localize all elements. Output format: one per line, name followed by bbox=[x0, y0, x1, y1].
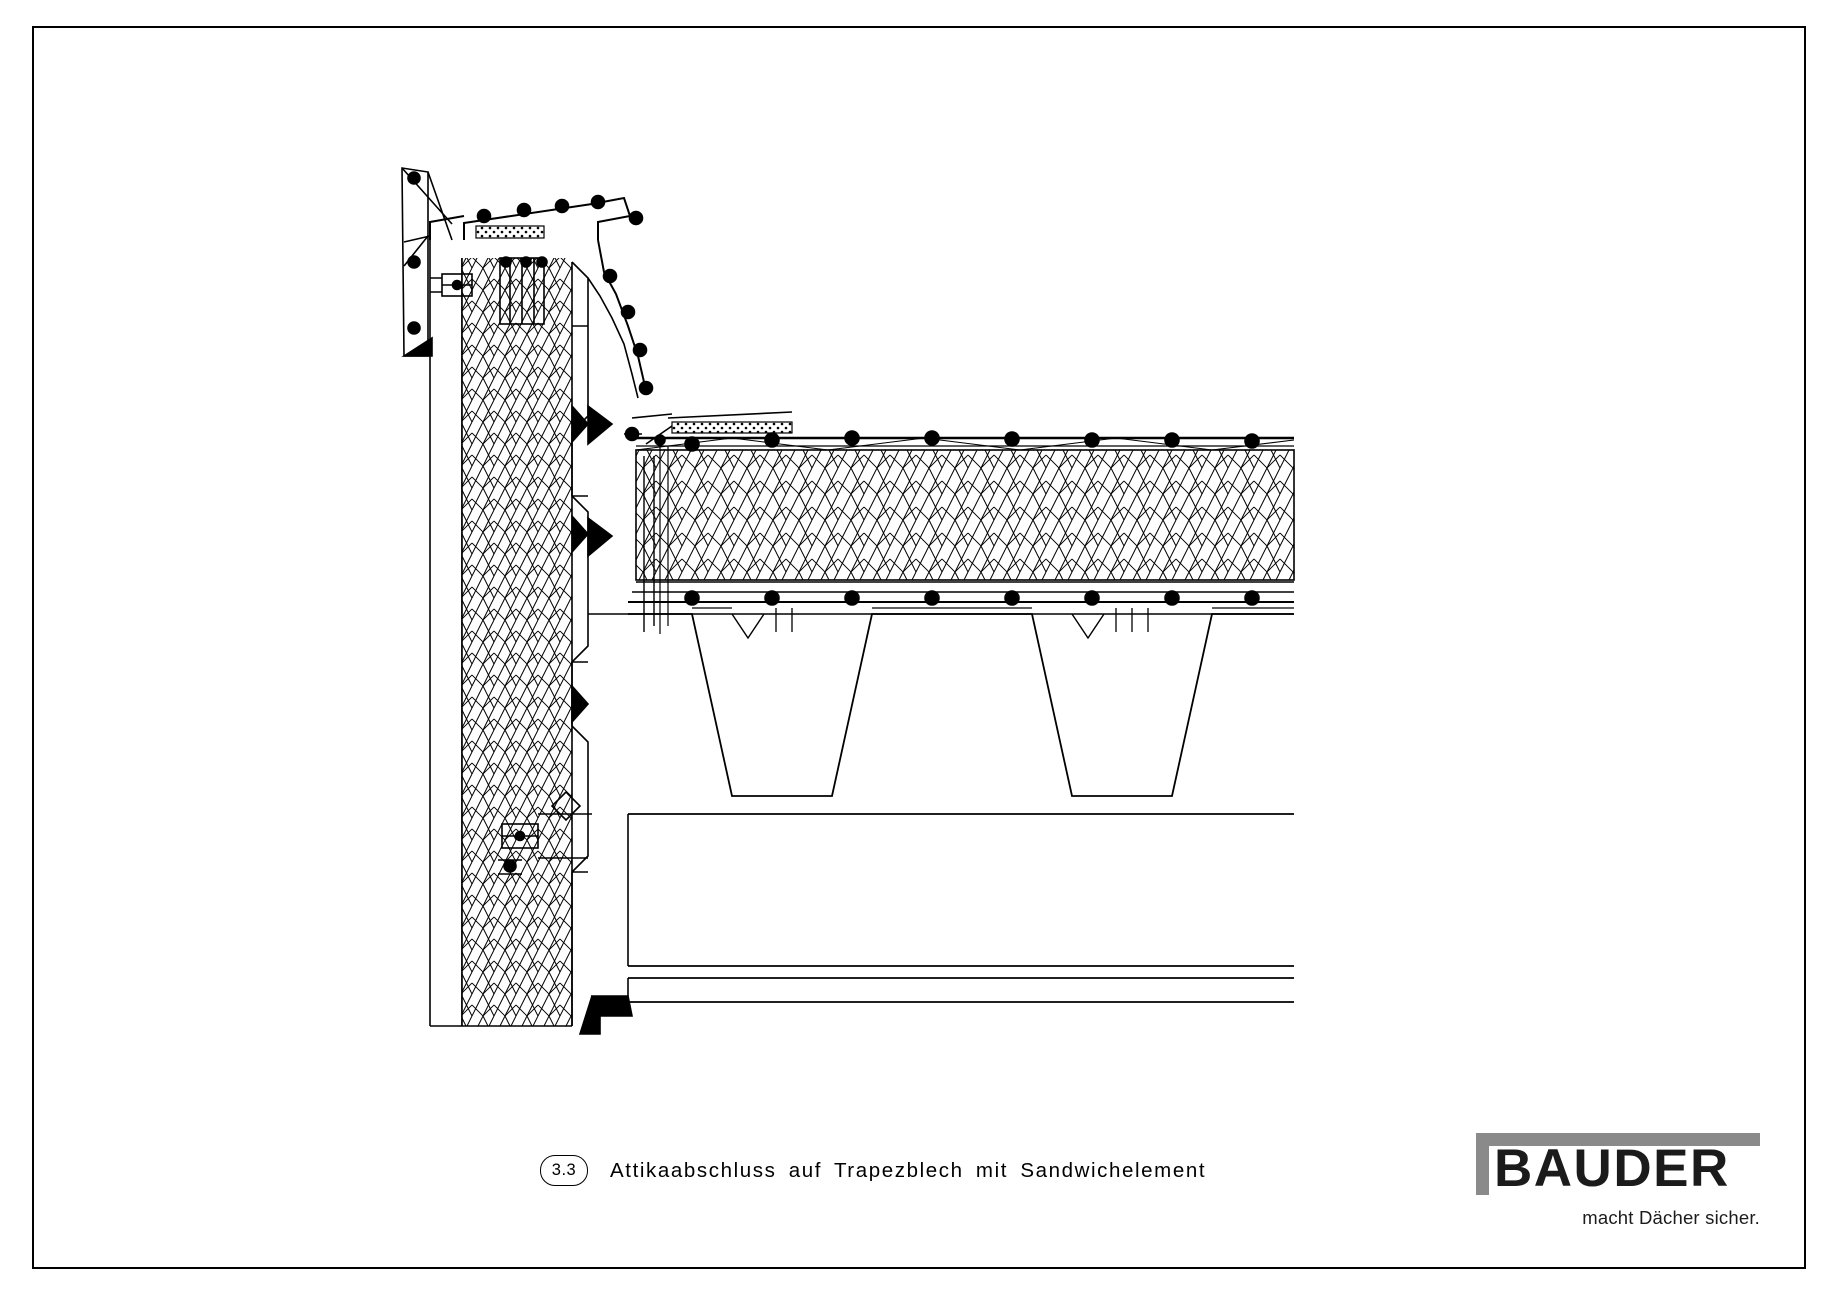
caption-title: Attikaabschluss auf Trapezblech mit Sandwichelement bbox=[610, 1158, 1207, 1182]
logo-tagline: macht Dächer sicher. bbox=[1582, 1207, 1760, 1228]
bauder-logo bbox=[1452, 1133, 1762, 1238]
detail-number-badge: 3.3 bbox=[540, 1155, 588, 1186]
detail-drawing bbox=[32, 26, 1806, 1269]
logo-tick bbox=[1476, 1133, 1489, 1195]
caption bbox=[540, 1155, 1206, 1186]
logo-wordmark: BAUDER bbox=[1494, 1139, 1730, 1198]
